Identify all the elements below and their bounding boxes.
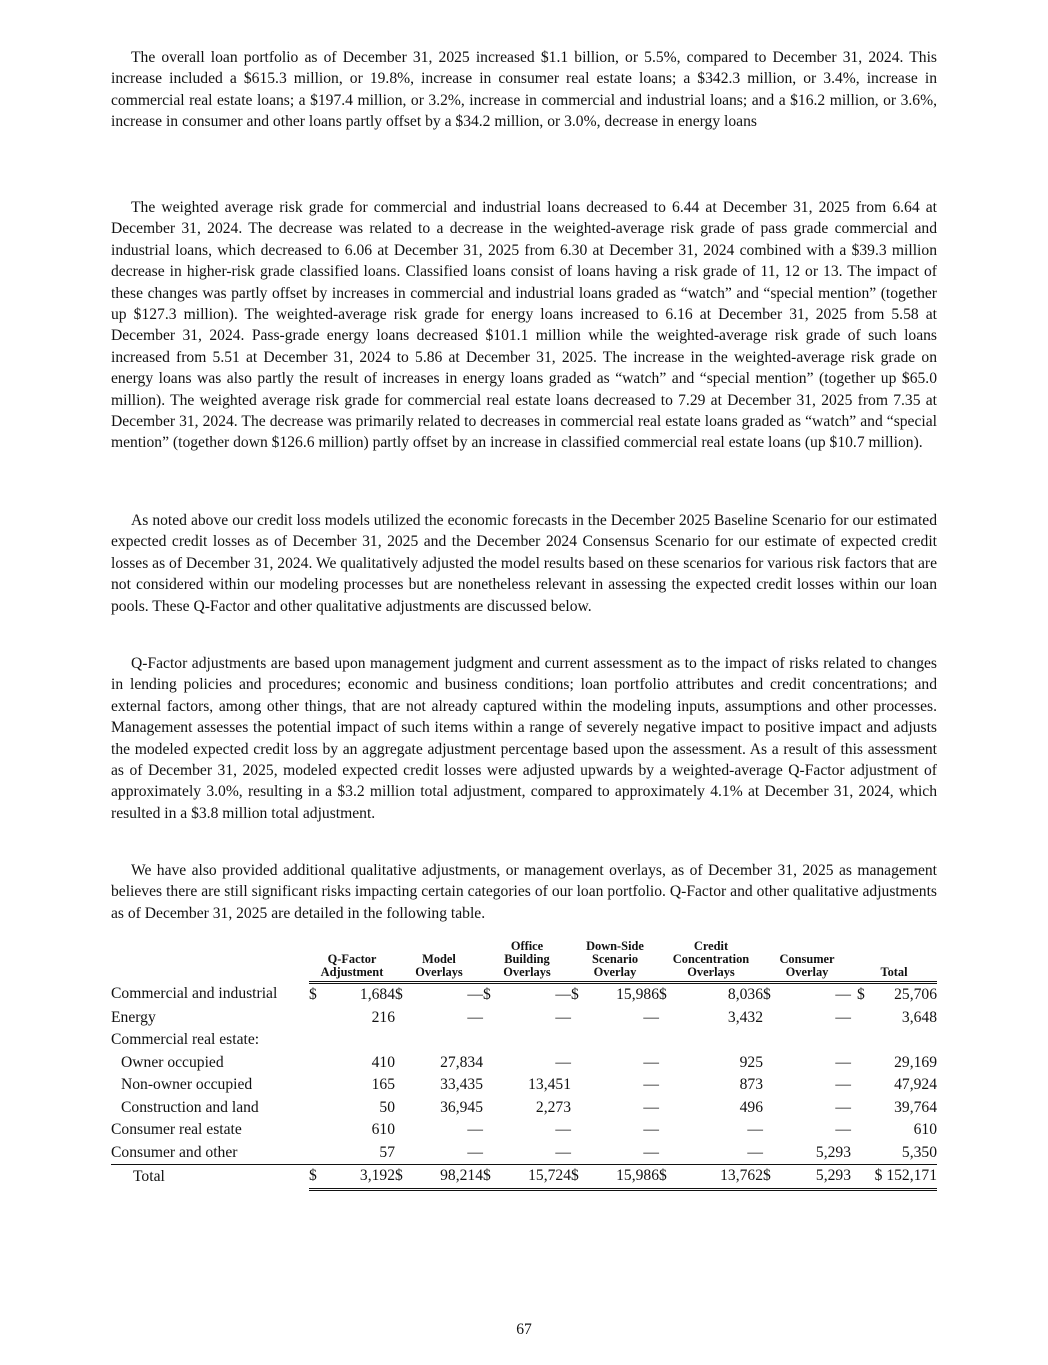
cell-office: — [555, 986, 571, 1003]
row-label: Construction and land [121, 1098, 259, 1116]
currency-sign: $ [659, 1165, 673, 1190]
cell-credit: 8,036 [727, 986, 763, 1003]
cell-credit: 496 [739, 1098, 763, 1116]
currency-sign: $ [659, 986, 667, 1003]
cell-downside: 15,986 [616, 986, 659, 1003]
cell-office: — [555, 1053, 571, 1071]
header-q-factor: Q-Factor Adjustment [309, 940, 395, 983]
header-office-building: Office Building Overlays [483, 940, 571, 983]
row-label: Consumer and other [111, 1143, 238, 1161]
page-number: 67 [516, 1321, 532, 1338]
cell-consumer: 5,293 [815, 1143, 852, 1161]
table-row-consumer-other [111, 1142, 937, 1165]
cell-consumer: — [835, 1053, 852, 1071]
cell-q-factor: 216 [371, 1008, 395, 1026]
header-blank [111, 940, 309, 983]
cell-office: 15,724 [497, 1165, 571, 1190]
table-row-owner-occupied [111, 1052, 937, 1075]
row-label: Commercial and industrial [111, 985, 278, 1003]
cell-q-factor: 57 [379, 1143, 395, 1161]
cell-model: 27,834 [440, 1053, 483, 1071]
currency-sign: $ [395, 986, 403, 1003]
cell-model: 33,435 [440, 1076, 483, 1093]
table-row-non-owner-occupied [111, 1074, 937, 1097]
table-row-cre-header [111, 1029, 937, 1052]
cell-downside: — [643, 1008, 659, 1026]
cell-consumer: — [835, 1121, 852, 1138]
cell-model: 98,214 [409, 1165, 483, 1190]
cell-total: $ 152,171 [851, 1165, 937, 1190]
header-total: Total [851, 940, 937, 983]
cell-office: 13,451 [528, 1076, 571, 1093]
currency-sign: $ [483, 1165, 497, 1190]
row-label: Owner occupied [121, 1053, 224, 1071]
cell-q-factor: 1,684 [359, 986, 395, 1003]
currency-sign: $ [309, 1165, 323, 1190]
currency-sign: $ [763, 1165, 777, 1190]
cell-total: 5,350 [901, 1143, 938, 1161]
cell-q-factor: 3,192 [323, 1165, 395, 1190]
table-row-consumer-real-estate [111, 1119, 937, 1142]
header-consumer-overlay: Consumer Overlay [763, 940, 851, 983]
cell-downside: — [643, 1053, 659, 1071]
header-credit-concentration: Credit Concentration Overlays [659, 940, 763, 983]
currency-sign: $ [571, 1165, 585, 1190]
cell-office: — [555, 1121, 571, 1138]
table-row-commercial-industrial [111, 983, 937, 1007]
row-label: Total [111, 1165, 309, 1190]
cell-downside: — [643, 1076, 659, 1093]
cell-office: 2,273 [535, 1098, 571, 1116]
cell-q-factor: 165 [371, 1076, 395, 1093]
cell-q-factor: 410 [371, 1053, 395, 1071]
currency-sign: $ [571, 986, 579, 1003]
cell-model: — [467, 1008, 483, 1026]
cell-credit: 925 [739, 1053, 763, 1071]
cell-consumer: — [835, 986, 852, 1003]
cell-consumer: — [835, 1098, 852, 1116]
currency-sign: $ [395, 1165, 409, 1190]
cell-total: 610 [913, 1121, 938, 1138]
header-model-overlays: Model Overlays [395, 940, 483, 983]
cell-office: — [555, 1143, 571, 1161]
cell-total: $ 25,706 [857, 986, 938, 1003]
table-header-row [111, 940, 937, 983]
cell-q-factor: 610 [371, 1121, 395, 1138]
cell-total: 29,169 [894, 1053, 938, 1071]
cell-consumer: — [835, 1008, 852, 1026]
cell-downside: — [643, 1143, 659, 1161]
paragraph-credit-loss-models: As noted above our credit loss models utilized the economic forecasts in the December 2025 Baseline Scenario for our estimated expected credit losses as of December 31, 2025 and the December 2024 Consensus Scenario for our estimate of expected credit losses as of December 31, 2024. We qualitatively adjusted the model results based on these scenarios for various risk factors that are not considered within our modeling processes but are nonetheless relevant in assessing the expected credit losses within our loan pools. These Q-Factor and other qualitative adjustments are discussed below. [111, 512, 937, 615]
table-row-total [111, 1165, 937, 1190]
table-row-energy [111, 1007, 937, 1030]
row-label: Commercial real estate: [111, 1031, 260, 1048]
cell-consumer: — [835, 1076, 852, 1093]
cell-downside: 15,986 [585, 1165, 659, 1190]
paragraph-risk-grade: The weighted average risk grade for commercial and industrial loans decreased to 6.44 at December 31, 2025 from 6.64 at December 31, 2024. The decrease was related to a decrease in the weighted-average risk grade of pass grade commercial and industrial loans, which decreased to 6.06 at December 31, 2025 from 6.30 at December 31, 2024 combined with a $39.3 million decrease in higher-risk grade classified loans. Classified loans consist of loans having a risk grade of 11, 12 or 13. The impact of these changes was partly offset by increases in commercial and industrial loans graded as “watch” and “special mention” (together up $127.3 million). The weighted-average risk grade for energy loans increased to 6.16 at December 31, 2025 from 5.58 at December 31, 2024. Pass-grade energy loans decreased $101.1 million while the weighted-average risk grade of such loans increased from 5.51 at December 31, 2024 to 5.86 at December 31, 2025. The increase in the weighted-average risk grade on energy loans was also partly the result of increases in energy loans graded as “watch” and “special mention” (together up $65.0 million). The weighted average risk grade for commercial real estate loans decreased to 7.29 at December 31, 2025 from 7.35 at December 31, 2024. The decrease was primarily related to decreases in commercial real estate loans graded as “watch” and “special mention” (together down $126.6 million) partly offset by an increase in classified commercial real estate loans (up $10.7 million). [111, 199, 937, 452]
header-down-side: Down-Side Scenario Overlay [571, 940, 659, 983]
cell-total: 39,764 [894, 1098, 938, 1116]
cell-model: — [467, 986, 483, 1003]
currency-sign: $ [483, 986, 491, 1003]
cell-credit: 873 [739, 1076, 763, 1093]
row-label: Non-owner occupied [121, 1076, 253, 1093]
paragraph-loan-portfolio: The overall loan portfolio as of December 31, 2025 increased $1.1 billion, or 5.5%, compared to December 31, 2024. This increase included a $615.3 million, or 19.8%, increase in consumer real estate loans; a $342.3 million, or 3.4%, increase in commercial real estate loans; a $197.4 million, or 3.2%, increase in commercial and industrial loans; and a $16.2 million, or 3.6%, increase in consumer and other loans partly offset by a $34.2 million, or 3.0%, decrease in energy loans [111, 49, 937, 131]
row-label: Energy [111, 1008, 156, 1026]
cell-credit: 3,432 [727, 1008, 763, 1026]
cell-credit: — [747, 1143, 763, 1161]
cell-total: 47,924 [894, 1076, 938, 1093]
cell-q-factor: 50 [379, 1098, 395, 1116]
paragraph-overlays: We have also provided additional qualitative adjustments, or management overlays, as of December 31, 2025 as management believes there are still significant risks impacting certain categories of our loan portfolio. Q-Factor and other qualitative adjustments as of December 31, 2025 are detailed in the following table. [111, 862, 937, 922]
cell-downside: — [643, 1098, 659, 1116]
cell-model: — [467, 1121, 483, 1138]
cell-credit: — [747, 1121, 763, 1138]
cell-credit: 13,762 [673, 1165, 763, 1190]
cell-office: — [555, 1008, 571, 1026]
q-factor-table [111, 940, 937, 1191]
row-label: Consumer real estate [111, 1121, 242, 1138]
currency-sign: $ [763, 986, 771, 1003]
cell-total: 3,648 [901, 1008, 938, 1026]
cell-downside: — [643, 1121, 659, 1138]
cell-model: 36,945 [440, 1098, 483, 1116]
table-row-construction-land [111, 1097, 937, 1120]
currency-sign: $ [309, 986, 317, 1003]
cell-consumer: 5,293 [777, 1165, 851, 1190]
cell-model: — [467, 1143, 483, 1161]
paragraph-q-factor: Q-Factor adjustments are based upon management judgment and current assessment as to the impact of risks related to changes in lending policies and procedures; economic and business conditions; loan portfolio attributes and credit concentrations; and external factors, among other things, that are not already captured within the modeling inputs, assumptions and other processes. Management assesses the potential impact of such items within a range of severely negative impact to positive impact and adjusts the modeled expected credit loss by an aggregate adjustment percentage based upon the assessment. As a result of this assessment as of December 31, 2025, modeled expected credit losses were adjusted upwards by a weighted-average Q-Factor adjustment of approximately 3.0%, resulting in a $3.2 million total adjustment, compared to approximately 4.1% at December 31, 2024, which resulted in a $3.8 million total adjustment. [111, 655, 937, 822]
